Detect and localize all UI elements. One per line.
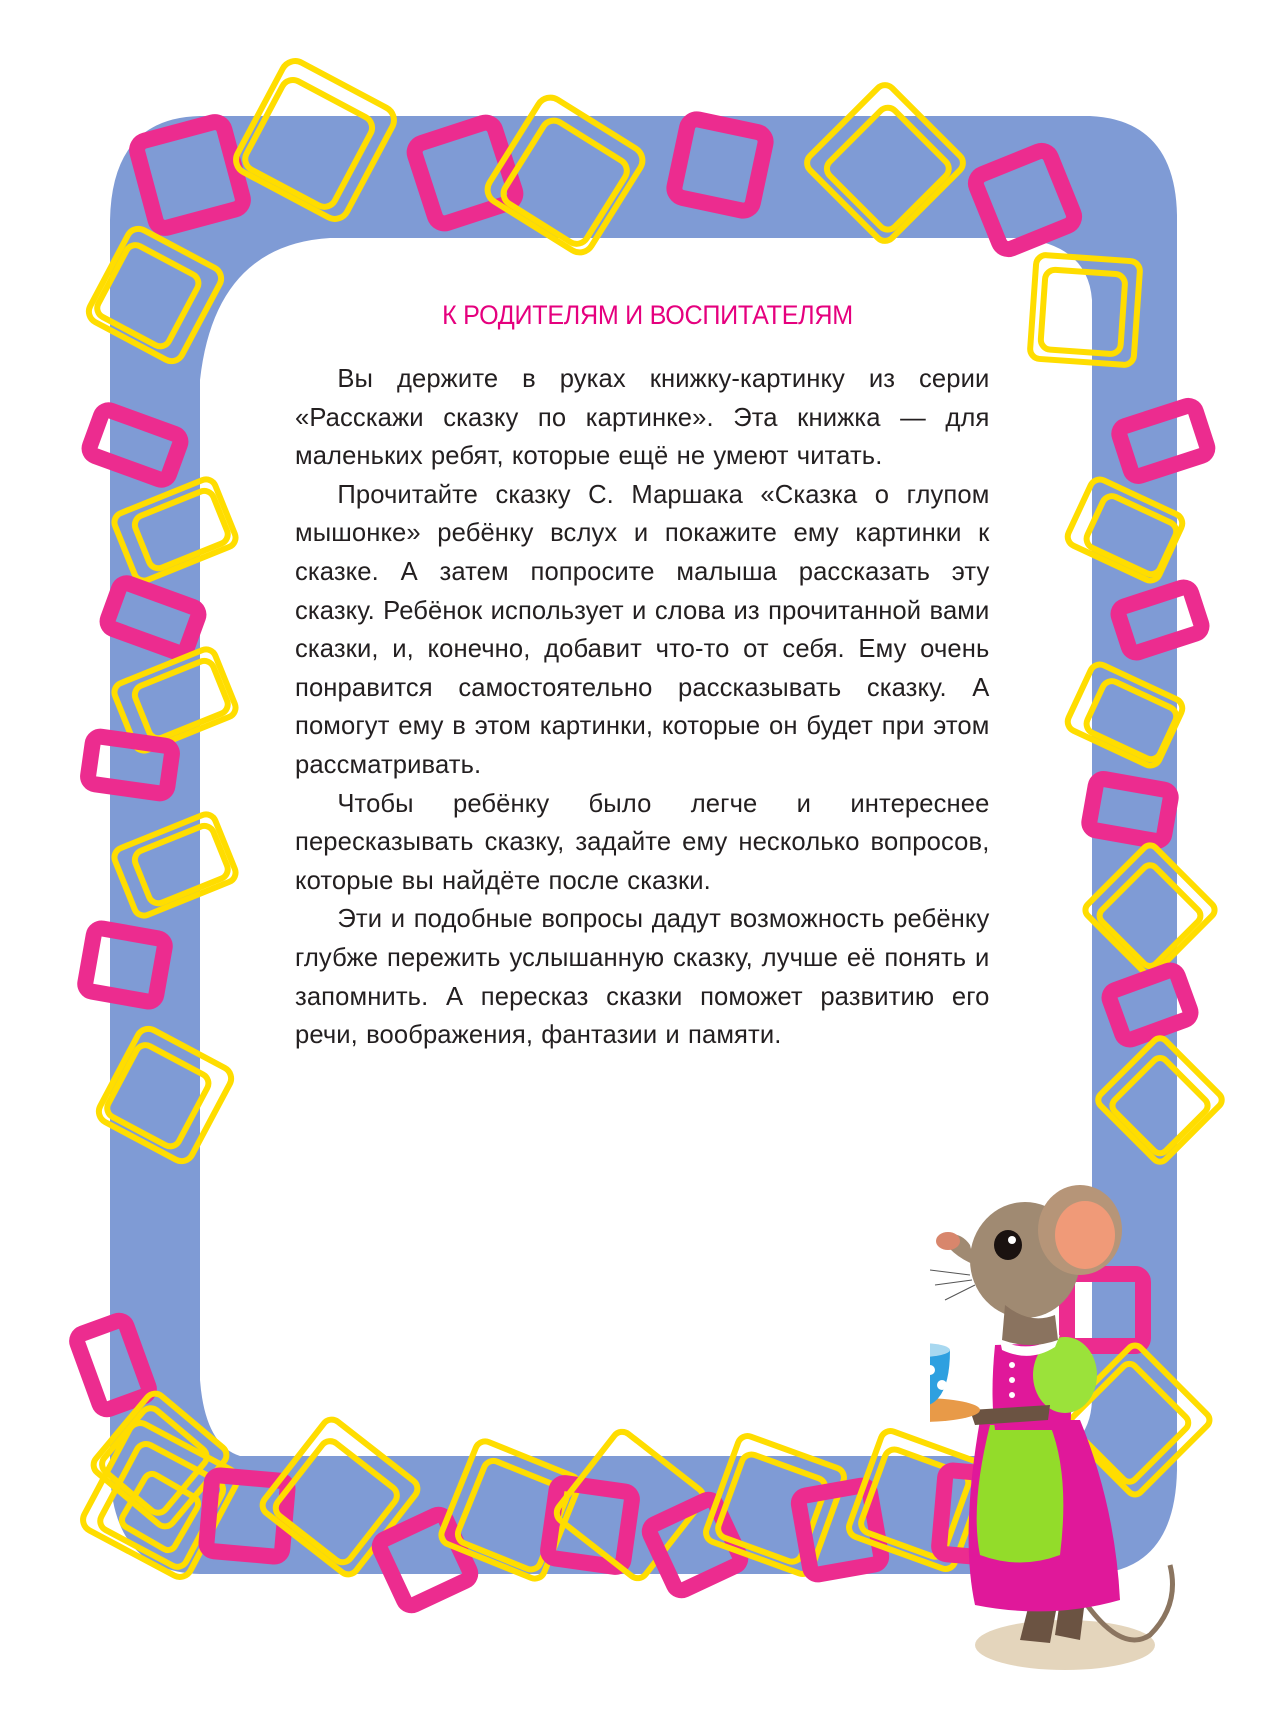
- page-title: К РОДИТЕЛЯМ И ВОСПИТАТЕЛЯМ: [442, 300, 853, 330]
- paragraph: Вы держите в руках книжку-картинку из серии «Расскажи сказку по картинке». Эта книжка — для маленьких ребят, которые ещё не умеют читать.: [295, 363, 990, 471]
- paragraph: Чтобы ребёнку было легче и интереснее пересказывать сказку, задайте ему несколько вопросов, которые вы найдёте после сказки.: [295, 787, 990, 895]
- paragraph: Прочитайте сказку С. Маршака «Сказка о глупом мышонке» ребёнку вслух и покажите ему картинки к сказке. А затем попросите малыша рассказать эту сказку. Ребёнок использует и слова из прочитанной вами сказки, и, конечно, добавит что-то от себя. Ему очень понравится самостоятельно рассказывать сказку. А помогут ему в этом картинки, которые он будет при этом рассматривать.: [295, 478, 990, 779]
- text-block: [295, 300, 1000, 1054]
- mouse-illustration: [930, 1175, 1270, 1715]
- paragraph: Эти и подобные вопросы дадут возможность ребёнку глубже пережить услышанную сказку, лучше её понять и запомнить. А пересказ сказки поможет развитию его речи, воображения, фантазии и памяти.: [295, 903, 990, 1050]
